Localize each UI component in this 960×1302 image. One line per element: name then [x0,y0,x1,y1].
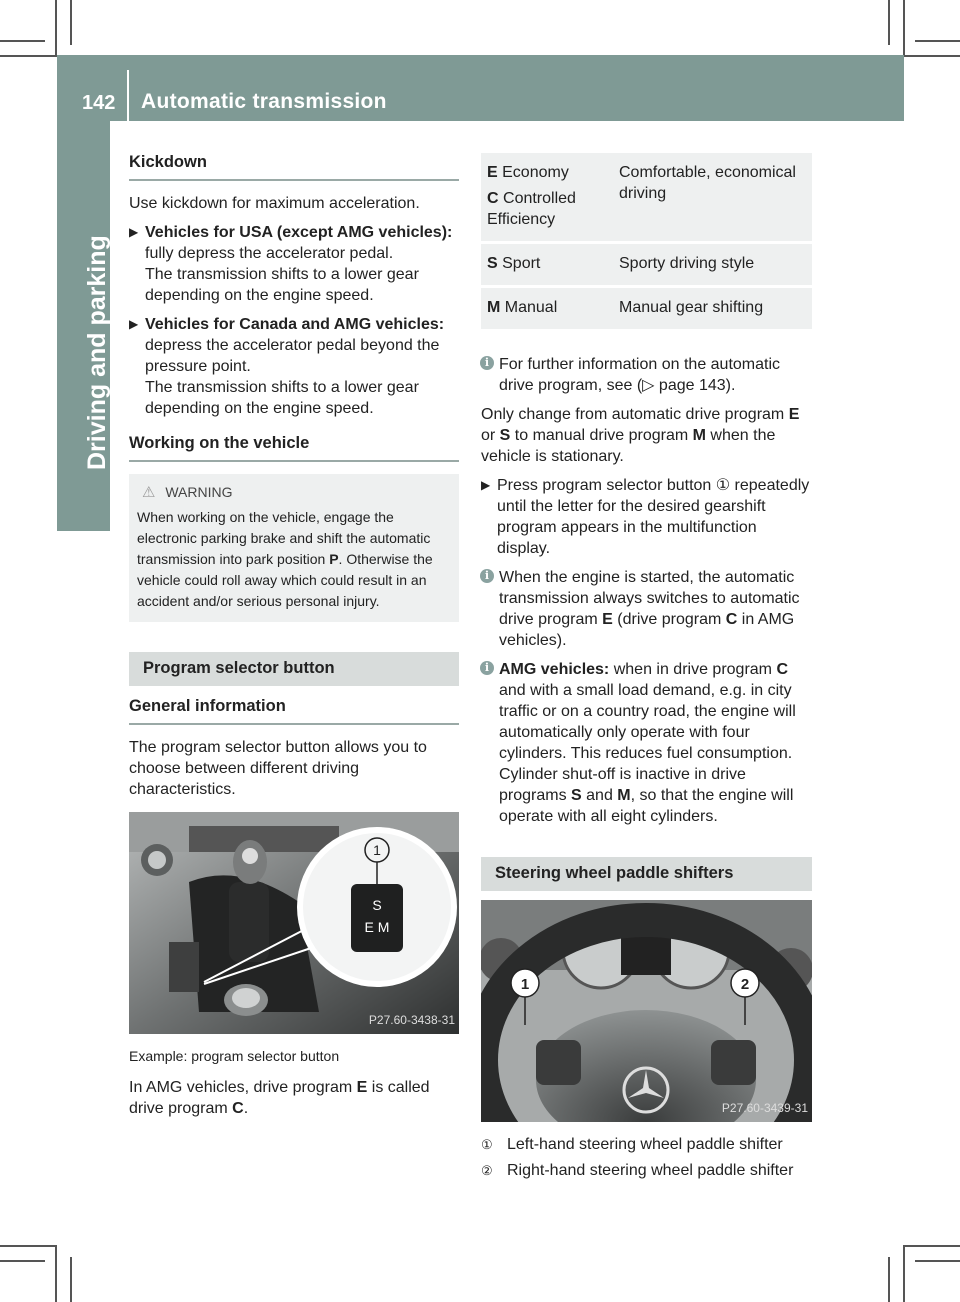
change-text: M [692,427,706,444]
button-letters-em: E M [364,919,390,935]
crop-mark [0,1245,57,1247]
amg-text: E [356,1079,368,1096]
info-note [481,567,812,651]
crop-mark [0,55,57,57]
info-text: E [602,611,613,628]
legend-text: Left-hand steering wheel paddle shifter [507,1136,783,1153]
left-column [129,152,459,1127]
info-text: M [617,787,631,804]
amg-text: In AMG vehicles, drive program [129,1079,357,1096]
legend-item [481,1160,812,1181]
info-icon: i [480,569,494,583]
callout-number: 2 [740,976,750,993]
legend-number: ① [481,1137,493,1152]
crop-mark [903,1247,905,1302]
legend-item [481,1134,812,1155]
chapter-title: Automatic transmission [141,90,387,113]
amg-text: is called drive program [129,1079,430,1117]
table-row [481,287,812,331]
arrow-right-icon: ▶ [129,225,139,239]
callout-number: 1 [520,976,530,993]
warning-box [129,474,459,622]
warning-text: When working on the vehicle, engage the electronic parking brake and shift the automatic transmission into park position [137,509,431,567]
info-note [481,659,812,827]
crop-mark [70,1257,72,1302]
program-key: E [487,164,498,181]
section-title: Steering wheel paddle shifters [481,857,812,891]
crop-mark [0,40,45,42]
amg-text: C [232,1100,244,1117]
press-text: ① [715,477,731,494]
info-text: When the engine is started, the automatic transmission always switches to automatic drive program [499,569,800,628]
drive-program-table [481,153,812,332]
list-item [129,314,459,419]
page-number: 142 [82,92,116,114]
table-row [481,243,812,287]
crop-mark [903,55,960,57]
program-label: Sport [497,255,541,272]
table-row [481,153,812,243]
legend-text: Right-hand steering wheel paddle shifter [507,1162,794,1179]
info-text: C [776,661,789,678]
right-column [481,153,812,1186]
working-heading: Working on the vehicle [129,433,459,462]
program-selector-figure [129,812,459,1034]
change-text: when the vehicle is stationary. [481,427,776,465]
bullet-bold: Vehicles for Canada and AMG vehicles: [145,316,445,333]
table-cell [481,153,613,243]
arrow-right-icon: ▶ [481,478,491,492]
warning-title-row [142,482,451,503]
crop-mark [0,1260,45,1262]
list-item [129,222,459,306]
crop-mark [915,40,960,42]
figure-id: P27.60-3439-31 [721,1101,808,1115]
info-text: and [581,787,618,804]
list-item [481,475,812,559]
program-key: M [487,299,501,316]
crop-mark [70,0,72,45]
kickdown-intro: Use kickdown for maximum acceleration. [129,195,420,212]
warning-text: P [329,551,339,567]
callout-number: 1 [373,842,381,858]
bullet-bold: Vehicles for USA (except AMG vehicles): [145,224,453,241]
info-text: when in drive program [609,661,777,678]
warning-title: WARNING [165,484,233,500]
crop-mark [915,1260,960,1262]
change-text: Only change from automatic drive program [481,406,789,423]
info-text: For further information on the automatic drive program, see (▷ page 143). [499,356,781,394]
table-cell [481,287,613,331]
info-text: , so that the engine will operate with all eight cylinders. [499,787,794,825]
info-text: and with a small load demand, e.g. in city traffic or on a country road, the engine will automatically only operate with four cylinders. This reduces fuel consumption. Cylinder shut-off is inactive in drive programs [499,682,796,804]
program-label: Controlled Efficiency [487,190,576,228]
button-letter-s: S [372,897,382,913]
amg-text: . [243,1100,249,1117]
bullet-text: The transmission shifts to a lower gear depending on the engine speed. [145,379,419,417]
header-divider [127,70,129,121]
crop-mark [903,0,905,55]
crop-mark [903,1245,960,1247]
program-label: Economy [497,164,569,181]
crop-mark [55,1247,57,1302]
section-title: Program selector button [129,652,459,686]
arrow-right-icon: ▶ [129,317,139,331]
info-text: AMG vehicles: [499,661,610,678]
press-text: Press program selector button [497,477,716,494]
info-note [481,354,812,396]
bullet-text: The transmission shifts to a lower gear depending on the engine speed. [145,266,419,304]
info-text: S [571,787,582,804]
bullet-text: depress the accelerator pedal beyond the pressure point. [145,337,440,375]
figure-caption: Example: program selector button [129,1048,340,1064]
info-text: (drive program [612,611,726,628]
bullet-text: fully depress the accelerator pedal. [145,245,394,262]
table-cell: Sporty driving style [613,243,812,287]
table-cell: Comfortable, economical driving [613,153,812,243]
warning-triangle-icon: ⚠ [142,484,156,501]
program-key: S [487,255,498,272]
program-key: C [487,190,499,207]
crop-mark [55,0,57,55]
warning-text: . Otherwise the vehicle could roll away which could result in an accident and/or serious personal injury. [137,551,433,609]
info-text: in AMG vehicles). [499,611,795,649]
figure-id: P27.60-3438-31 [368,1013,455,1027]
kickdown-heading: Kickdown [129,152,459,181]
change-note [481,404,812,467]
general-heading: General information [129,696,459,725]
program-label: Manual [500,299,558,316]
steering-wheel-illustration [481,900,812,1122]
crop-mark [888,0,890,45]
info-icon: i [480,661,494,675]
amg-note [129,1077,459,1119]
crop-mark [888,1257,890,1302]
change-text: to manual drive program [510,427,693,444]
change-text: or [481,427,500,444]
press-text: repeatedly until the letter for the desired gearshift program appears in the multifunction display. [497,477,810,557]
info-icon: i [480,356,494,370]
legend-number: ② [481,1163,493,1178]
general-text: The program selector button allows you to choose between different driving characteristics. [129,739,427,798]
program-selector-illustration [129,812,459,1034]
side-tab-label: Driving and parking [83,235,111,470]
paddle-shifter-figure [481,900,812,1122]
change-text: S [499,427,511,444]
info-text: C [725,611,738,628]
change-text: E [788,406,800,423]
table-cell [481,243,613,287]
table-cell: Manual gear shifting [613,287,812,331]
